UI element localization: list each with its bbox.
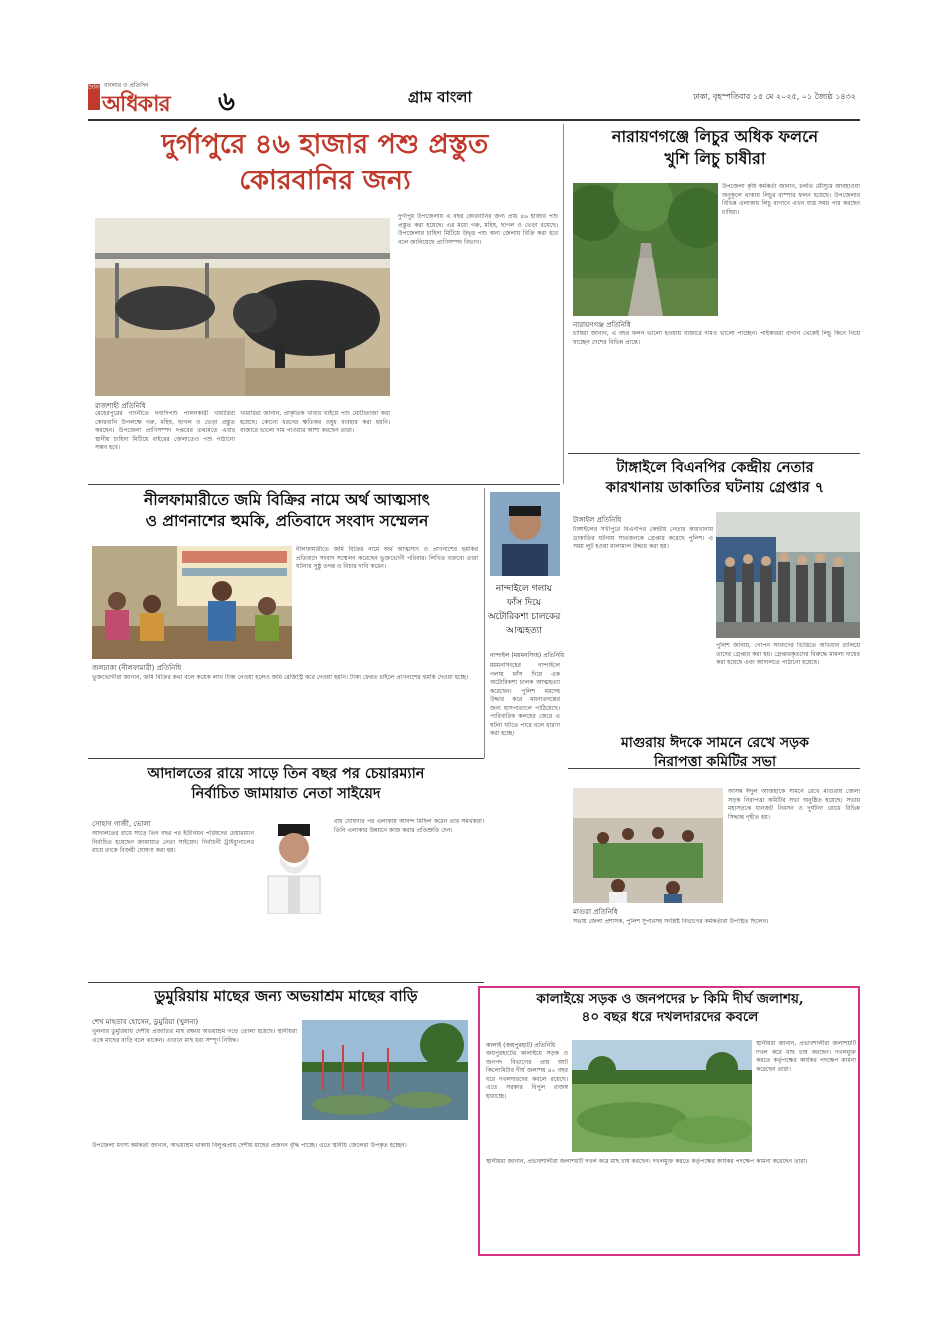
page-number: ৬ [218, 87, 235, 117]
story-rule [88, 484, 560, 485]
story5-byline: নান্দাইল (ময়মনসিংহ) প্রতিনিধি [490, 652, 565, 659]
story6-headline-line2: নির্বাচিত জামায়াত নেতা সাইয়েদ [191, 784, 381, 802]
story2-headline[interactable] [570, 126, 860, 169]
story1-body-b: খামারিরা জানান, প্রাকৃতিক খাবার খাইয়ে পশু মোটাতাজা করা হয়েছে। কোনো ধরনের ক্ষতিকর ওষুধ ব্যবহার করা হয়নি। বাজারে ভালো দাম পাওয়ার আশা করছেন তারা। [240, 410, 390, 434]
story2-photo-orchard [573, 183, 718, 316]
story1-headline-line2: কোরবানির জন্য [239, 165, 411, 197]
story2-headline-line1: নারায়ণগঞ্জে লিচুর অধিক ফলনে [611, 127, 819, 146]
story8-body-b: উপজেলা মৎস্য কর্মকর্তা জানান, অভয়াশ্রম থাকায় বিলুপ্তপ্রায় দেশীয় মাছের প্রজনন বৃদ্ধি পাচ্ছে। এতে স্থানীয় জেলেরা উপকৃত হচ্ছেন। [92, 1142, 407, 1149]
story-rule [88, 982, 484, 983]
story4-photo-press-conference [92, 546, 292, 659]
story7-byline: মাগুরা প্রতিনিধি [573, 908, 618, 916]
story9-body-c: স্থানীয়রা জানান, প্রভাবশালীরা জলাশয়টি দখল করে মাছ চাষ করছেন। দখলমুক্ত করতে কর্তৃপক্ষের কার্যকর পদক্ষেপ কামনা করেছেন তারা। [486, 1158, 808, 1165]
story9-headline-line1: কালাইয়ে সড়ক ও জনপদের ৮ কিমি দীর্ঘ জলাশয়, [536, 991, 804, 1007]
story4-headline-line1: নীলফামারীতে জমি বিক্রির নামে অর্থ আত্মসাৎ [144, 490, 430, 509]
story2-headline-line2: খুশি লিচু চাষীরা [664, 148, 766, 168]
logo-name: অধিকার [102, 91, 170, 117]
logo-tagline: বাংলার ও প্রতিদিন [104, 82, 149, 89]
story7-headline-line2: নিরাপত্তা কমিটির সভা [653, 753, 777, 770]
story6-body-b: রায় ঘোষণার পর এলাকায় আনন্দ মিছিল করেন তার সমর্থকরা। তিনি এলাকার উন্নয়নে কাজ করার প্রতিশ্রুতি দেন। [334, 818, 484, 834]
story9-byline: কালাই (জয়পুরহাট) প্রতিনিধি [486, 1042, 556, 1049]
story7-photo-meeting [573, 788, 723, 903]
story3-headline[interactable] [570, 458, 860, 497]
column-rule [563, 124, 564, 484]
story6-headline[interactable] [88, 764, 484, 803]
story4-body-a: নীলফামারীতে জমি বিক্রির নামে অর্থ আত্মসাৎ ও প্রাণনাশের হুমকির প্রতিবাদে সংবাদ সম্মেলন করেছেন ভুক্তভোগী পরিবার। লিখিত বক্তব্যে তারা ঘটনার সুষ্ঠু তদন্ত ও বিচার দাবি করেন। [296, 546, 478, 570]
story5-photo-portrait [490, 492, 560, 576]
story9-body-a: জয়পুরহাটের কালাইয়ে সড়ক ও জনপদ বিভাগের প্রায় আট কিলোমিটার দীর্ঘ জলাশয় ৪০ বছর ধরে দখলদারদের কবলে রয়েছে। এতে সরকার বিপুল রাজস্ব হারাচ্ছে। [486, 1050, 568, 1100]
story7-body-b: সভায় জেলা প্রশাসক, পুলিশ সুপারসহ সংশ্লিষ্ট বিভাগের কর্মকর্তারা উপস্থিত ছিলেন। [573, 918, 769, 925]
story-rule [88, 758, 484, 759]
story1-byline: রাজশাহী প্রতিনিধি [95, 402, 146, 410]
story3-byline: টাঙ্গাইল প্রতিনিধি [573, 516, 622, 524]
story8-headline[interactable]: ডুমুরিয়ায় মাছের জন্য অভয়াশ্রম মাছের বাড়ি [154, 987, 418, 1005]
story3-headline-line1: টাঙ্গাইলে বিএনপির কেন্দ্রীয় নেতার [616, 459, 814, 476]
edition-date: ঢাকা, বৃহস্পতিবার ১৫ মে ২০২৫, ০১ জ্যৈষ্ঠ ১৪৩২ [693, 92, 856, 101]
story7-body-a: আসন্ন ঈদুল আজহাকে সামনে রেখে মাগুরায় জেলা সড়ক নিরাপত্তা কমিটির সভা অনুষ্ঠিত হয়েছে। সভায় মহাসড়কে যানজট নিরসন ও দুর্ঘটনা রোধে বিভিন্ন সিদ্ধান্ত গৃহীত হয়। [728, 788, 860, 821]
story5-caption-line3: অটোরিকশা চালকের [487, 612, 561, 622]
story3-headline-line2: কারখানায় ডাকাতির ঘটনায় গ্রেপ্তার ৭ [605, 478, 825, 496]
story8-photo-fish-sanctuary [302, 1020, 468, 1120]
story2-body-b: চাষিরা জানান, এ বছর ফলন ভালো হওয়ায় বাজারে দামও ভালো পাচ্ছেন। পাইকাররা বাগান থেকেই লিচু কিনে নিয়ে যাচ্ছেন দেশের বিভিন্ন প্রান্তে। [573, 330, 860, 346]
story8-body-a: খুলনার ডুমুরিয়ায় দেশীয় প্রজাতির মাছ রক্ষায় অভয়াশ্রম গড়ে তোলা হয়েছে। স্থানীয়রা একে মাছের বাড়ি বলে থাকেন। এখানে মাছ ধরা সম্পূর্ণ নিষিদ্ধ। [92, 1028, 297, 1044]
story5-body-a: ময়মনসিংহের নান্দাইলে গলায় ফাঁস দিয়ে এক অটোরিকশা চালক আত্মহত্যা করেছেন। পুলিশ মরদেহ উদ্ধার করে ময়নাতদন্তের জন্য হাসপাতালে পাঠিয়েছে। পারিবারিক কলহের জেরে এ ঘটনা ঘটতে পারে বলে ধারণা করা হচ্ছে। [490, 662, 560, 737]
story3-body-a: টাঙ্গাইলের সখীপুরে বিএনপির কেন্দ্রীয় নেতার কারখানায় ডাকাতির ঘটনায় সাতজনকে গ্রেপ্তার করেছে পুলিশ। এ সময় লুট হওয়া মালামাল উদ্ধার করা হয়। [573, 526, 713, 550]
story1-photo-buffalo [95, 218, 390, 396]
story4-body-b: ভুক্তভোগীরা জানান, জমি বিক্রির কথা বলে কয়েক লাখ টাকা নেওয়া হলেও জমি রেজিস্ট্রি করে দেওয়া হয়নি। টাকা ফেরত চাইলে প্রাণনাশের হুমকি দেওয়া হচ্ছে। [92, 674, 469, 681]
story7-headline-line1: মাগুরায় ঈদকে সামনে রেখে সড়ক [621, 735, 809, 751]
story1-headline-line1: দুর্গাপুরে ৪৬ হাজার পশু প্রস্তুত [161, 129, 489, 160]
story4-headline-line2: ও প্রাণনাশের হুমকি, প্রতিবাদে সংবাদ সম্মেলন [145, 510, 429, 530]
story1-body-c: দুর্গাপুর উপজেলায় এ বছর কোরবানির জন্য প্রায় ৪৬ হাজার পশু প্রস্তুত করা হয়েছে। এর মধ্যে গরু, মহিষ, ছাগল ও ভেড়া রয়েছে। উপজেলার চাহিদা মিটিয়ে উদ্বৃত্ত পশু অন্য জেলায় বিক্রি করা হবে বলে জানিয়েছে প্রাণিসম্পদ বিভাগ। [398, 213, 558, 246]
logo-side-label: দৈনিক [88, 84, 100, 110]
masthead [88, 78, 860, 118]
story9-photo-waterbody [572, 1040, 752, 1152]
story3-photo-arrested [716, 512, 860, 638]
story2-body-a: উপজেলা কৃষি কর্মকর্তা জানান, চলতি মৌসুমে আবহাওয়া অনুকূলে থাকায় লিচুর বাম্পার ফলন হয়েছে। উপজেলার বিভিন্ন এলাকায় লিচু বাগানে এখন ব্যস্ত সময় পার করছেন চাষিরা। [722, 183, 860, 216]
story8-byline: শেখ মাহতাব হোসেন, ডুমুরিয়া (খুলনা) [92, 1018, 199, 1026]
story5-caption-line2: ফাঁস দিয়ে [506, 598, 542, 608]
story6-photo-portrait [258, 818, 330, 914]
story-rule [568, 453, 860, 454]
story6-headline-line1: আদালতের রায়ে সাড়ে তিন বছর পর চেয়ারম্যান [147, 765, 425, 782]
section-title: গ্রাম বাংলা [408, 88, 472, 106]
story5-caption[interactable] [484, 582, 564, 638]
story4-caption: জলঢাকা (নীলফামারী) প্রতিনিধি [92, 664, 182, 672]
newspaper-logo[interactable] [88, 78, 208, 116]
story5-caption-line4: আত্মহত্যা [506, 626, 542, 636]
masthead-rule [88, 119, 860, 121]
story9-headline-line2: ৪০ বছর ধরে দখলদারদের কবলে [581, 1009, 759, 1026]
story1-headline[interactable] [95, 127, 555, 200]
story7-headline[interactable] [570, 734, 860, 772]
story9-headline[interactable] [484, 990, 856, 1026]
story9-body-b: স্থানীয়রা জানান, প্রভাবশালীরা জলাশয়টি দখল করে মাছ চাষ করছেন। দখলমুক্ত করতে কর্তৃপক্ষের কার্যকর পদক্ষেপ কামনা করেছেন তারা। [756, 1040, 856, 1073]
story6-byline: সোহাগ গাজী, ভোলা [92, 820, 151, 828]
story6-body-a: আদালতের রায়ে সাড়ে তিন বছর পর ইউনিয়ন পরিষদের চেয়ারম্যান নির্বাচিত হয়েছেন জামায়াত নেতা সাইয়েদ। নির্বাচনী ট্রাইব্যুনালের রায়ে তাকে বিজয়ী ঘোষণা করা হয়। [92, 830, 254, 854]
story3-body-b: পুলিশ জানায়, গোপন সংবাদের ভিত্তিতে অভিযান চালিয়ে তাদের গ্রেপ্তার করা হয়। গ্রেপ্তারকৃতদের বিরুদ্ধে মামলা দায়ের করা হয়েছে এবং আদালতে পাঠানো হয়েছে। [716, 642, 860, 666]
story4-headline[interactable] [92, 490, 482, 532]
story2-byline: নারায়ণগঞ্জ প্রতিনিধি [573, 321, 631, 329]
story1-body-a: মেহেরপুরের গাংনীতে গবাদিপশু পালনকারী খামারিরা কোরবানি উপলক্ষে গরু, মহিষ, ছাগল ও ভেড়া প্রস্তুত করছেন। উপজেলা প্রাণিসম্পদ দপ্তরের তথ্যমতে এবার স্থানীয় চাহিদা মিটিয়ে বাইরের জেলাতেও পশু পাঠানো সম্ভব হবে। [95, 410, 235, 451]
story5-caption-line1: নান্দাইলে গলায় [495, 584, 553, 594]
